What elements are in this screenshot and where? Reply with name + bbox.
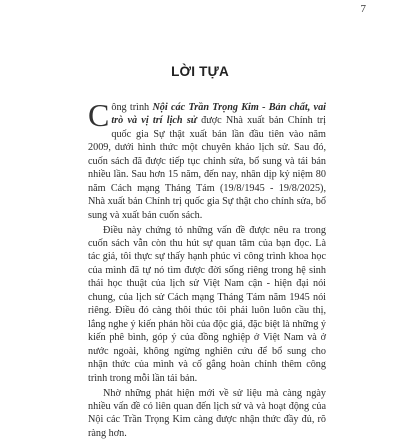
paragraph-1: [88, 97, 326, 222]
paragraph-3: Nhờ những phát hiện mới về sử liệu mà càng ngày nhiều vấn đề có liên quan đến lịch sử và và hoạt động của Nội các Trần Trọng Kim càng được nhận thức đầy đủ, rõ ràng hơn.: [88, 387, 326, 439]
paragraph-2: Điều này chứng tỏ những vấn đề được nêu ra trong cuốn sách vẫn còn thu hút sự quan tâm của bạn đọc. Là tác giả, tôi thực sự thấy hạnh phúc vì công trình khoa học của mình đã tự nó tìm được đời sống riêng trong hệ sinh thái học thuật của lịch sử Việt Nam cận - hiện đại nói chung, của lịch sử Cách mạng Tháng Tám năm 1945 nói riêng. Điều đó càng thôi thúc tôi phải luôn luôn cầu thị, lắng nghe ý kiến phản hồi của độc giả, đặc biệt là những ý kiến phê bình, góp ý của đồng nghiệp ở Việt Nam và ở nước ngoài, không ngừng nghiên cứu để bổ sung cho nhận thức của mình và cố gắng hoàn chỉnh thêm công trình trong mỗi lần tái bản.: [88, 224, 326, 384]
page-title: LỜI TỰA: [171, 64, 229, 79]
body-text: [88, 97, 326, 442]
paragraph-1-rest: được Nhà xuất bản Chính trị quốc gia Sự thật xuất bản lần đầu tiên vào năm 2009, dưới hình thức một chuyên khảo lịch sử. Sau đó, cuốn sách đã được tiếp tục chỉnh sửa, bổ sung và tái bản nhiều lần. Sau hơn 15 năm, đến nay, nhân dịp kỷ niệm 80 năm Cách mạng Tháng Tám (19/8/1945 - 19/8/2025), Nhà xuất bản Chính trị quốc gia Sự thật cho chính sửa, bổ sung và xuất bản cuốn sách.: [88, 115, 326, 221]
book-title: Nội các Trần Trọng Kim - Bản chất, vai trò và vị trí lịch sử: [111, 102, 326, 127]
page-number: 7: [360, 3, 366, 15]
paragraph-1-lead: ông trình: [111, 102, 153, 113]
drop-cap: C: [88, 97, 110, 133]
